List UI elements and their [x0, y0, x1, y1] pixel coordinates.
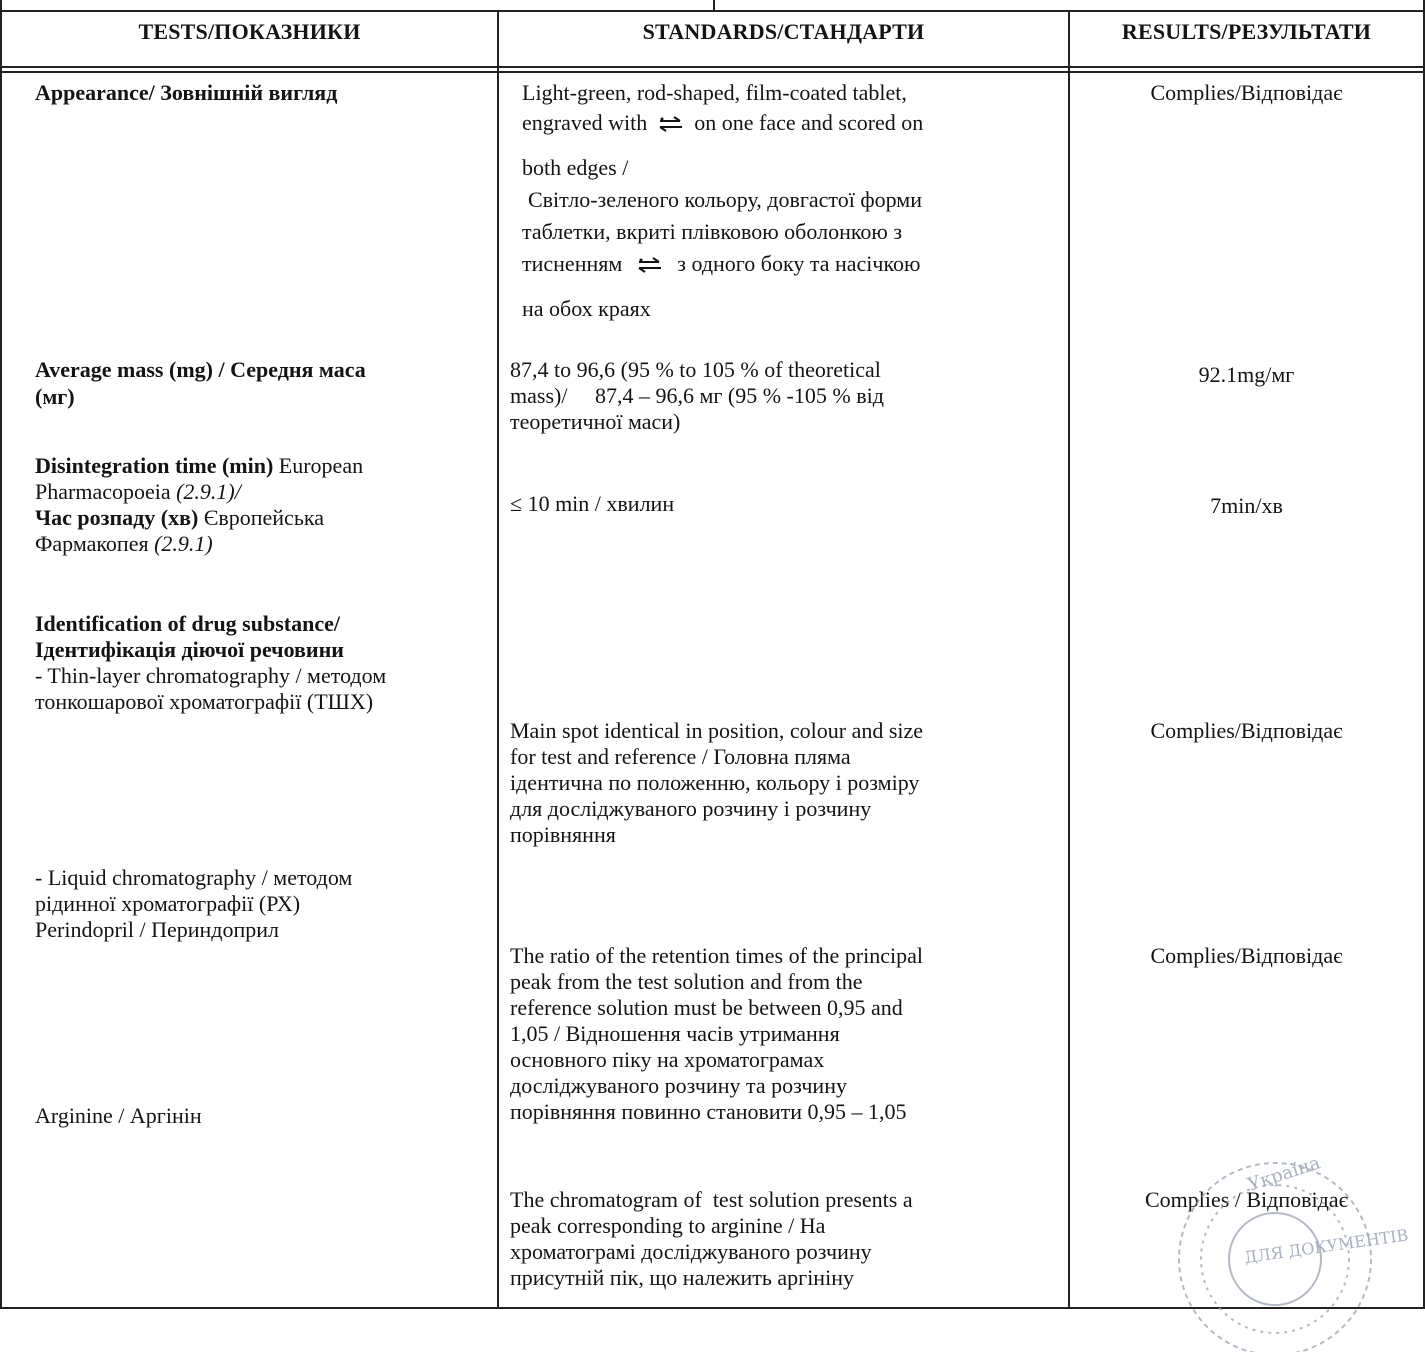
- table-divider-2: [1068, 12, 1070, 1309]
- stamp-graphic: [1145, 1147, 1410, 1347]
- std-line: The chromatogram of test solution presents a: [510, 1187, 913, 1212]
- std-line: for test and reference / Головна пляма: [510, 744, 851, 769]
- test-arginine: Arginine / Аргінін: [35, 1103, 202, 1128]
- std-arginine: [510, 1187, 913, 1291]
- test-line: [35, 505, 363, 531]
- std-line: основного піку на хроматограмах: [510, 1047, 825, 1072]
- std-line: peak corresponding to arginine / На: [510, 1213, 826, 1238]
- header-standards: STANDARDS/СТАНДАРТИ: [642, 19, 925, 44]
- std-line: теоретичної маси): [510, 409, 681, 434]
- std-perindopril: [510, 943, 923, 1125]
- std-line: reference solution must be between 0,95 and: [510, 995, 903, 1020]
- test-text: Фармакопея: [35, 531, 155, 556]
- std-appearance: [522, 80, 1062, 322]
- std-tlc: [510, 718, 923, 848]
- test-line: Identification of drug substance/: [35, 611, 340, 636]
- std-text: engraved with: [522, 110, 648, 135]
- test-text: Pharmacopoeia: [35, 479, 177, 504]
- test-text: Європейська: [198, 505, 324, 530]
- stamp-outer-text: Україна: [1245, 1152, 1323, 1196]
- std-line: хроматограмі досліджуваного розчину: [510, 1239, 872, 1264]
- top-strip: [0, 0, 1425, 12]
- test-line: [35, 479, 363, 505]
- std-line: 87,4 to 96,6 (95 % to 105 % of theoretical: [510, 357, 881, 382]
- table-border-left: [0, 12, 2, 1309]
- test-line: рідинної хроматографії (РХ): [35, 891, 301, 916]
- std-line: на обох краях: [522, 296, 651, 321]
- std-line: досліджуваного розчину та розчину: [510, 1073, 847, 1098]
- test-line: Ідентифікація діючої речовини: [35, 637, 344, 662]
- test-line: [35, 531, 363, 557]
- result-disintegration: 7min/хв: [1210, 493, 1283, 518]
- std-line: Light-green, rod-shaped, film-coated tablet,: [522, 80, 907, 105]
- test-line: - Liquid chromatography / методом: [35, 865, 353, 890]
- test-average-mass: [35, 356, 366, 410]
- std-line: таблетки, вкриті плівковою оболонкою з: [522, 219, 903, 244]
- engraving-logo-icon: [657, 113, 685, 139]
- header-rule-top: [0, 66, 1425, 68]
- result-tlc: Complies/Відповідає: [1150, 718, 1343, 743]
- test-text: Час розпаду (хв): [35, 505, 199, 530]
- test-line: Perindopril / Периндоприл: [35, 917, 280, 942]
- test-line: тонкошарової хроматографії (ТШХ): [35, 689, 374, 714]
- test-appearance: Appearance/ Зовнішній вигляд: [35, 80, 338, 105]
- test-identification: [35, 611, 386, 715]
- test-line: (мг): [35, 384, 75, 409]
- test-line: [35, 453, 363, 479]
- std-line: Main spot identical in position, colour and size: [510, 718, 924, 743]
- std-line: порівняння повинно становити 0,95 – 1,05: [510, 1099, 907, 1124]
- std-line: присутній пік, що належить аргініну: [510, 1265, 854, 1290]
- std-text: тисненням: [522, 251, 623, 276]
- std-line: порівняння: [510, 822, 616, 847]
- test-text: /: [234, 479, 241, 504]
- test-liquid-chromatography: [35, 865, 352, 943]
- std-line: Світло-зеленого кольору, довгастої форми: [528, 187, 922, 212]
- header-rule-bottom: [0, 71, 1425, 73]
- std-text: on one face and scored on: [694, 110, 924, 135]
- std-line: ідентична по положенню, кольору і розміру: [510, 770, 920, 795]
- table-bottom-rule: [0, 1307, 1425, 1309]
- result-appearance: Complies/Відповідає: [1150, 80, 1343, 105]
- test-text: (2.9.1): [154, 531, 213, 556]
- test-text: Disintegration time (min): [35, 453, 274, 478]
- std-line: для досліджуваного розчину і розчину: [510, 796, 872, 821]
- test-disintegration: [35, 453, 363, 557]
- std-line: both edges /: [522, 155, 629, 180]
- official-stamp: [1145, 1147, 1410, 1347]
- stamp-inner-text: ДЛЯ ДОКУМЕНТІВ: [1243, 1225, 1410, 1268]
- test-line: Average mass (mg) / Середня маса: [35, 357, 366, 382]
- std-line: peak from the test solution and from the: [510, 969, 863, 994]
- std-line: [522, 251, 1062, 280]
- test-text: European: [273, 453, 364, 478]
- std-line: The ratio of the retention times of the principal: [510, 943, 923, 968]
- std-average-mass: [510, 357, 884, 435]
- result-average-mass: 92.1mg/мг: [1198, 362, 1295, 387]
- table-divider-1: [497, 12, 499, 1309]
- std-line: 1,05 / Відношення часів утримання: [510, 1021, 840, 1046]
- engraving-logo-icon: [636, 254, 664, 280]
- std-line: mass)/ 87,4 – 96,6 мг (95 % -105 % від: [510, 383, 884, 408]
- std-text: з одного боку та насічкою: [677, 251, 921, 276]
- header-results: RESULTS/РЕЗУЛЬТАТИ: [1121, 19, 1372, 44]
- header-tests: TESTS/ПОКАЗНИКИ: [138, 19, 361, 44]
- result-perindopril: Complies/Відповідає: [1150, 943, 1343, 968]
- test-line: - Thin-layer chromatography / методом: [35, 663, 387, 688]
- result-arginine: Complies / Відповідає: [1144, 1187, 1349, 1212]
- std-line: [522, 110, 1062, 139]
- std-disintegration: ≤ 10 min / хвилин: [510, 491, 675, 516]
- test-text: (2.9.1): [176, 479, 235, 504]
